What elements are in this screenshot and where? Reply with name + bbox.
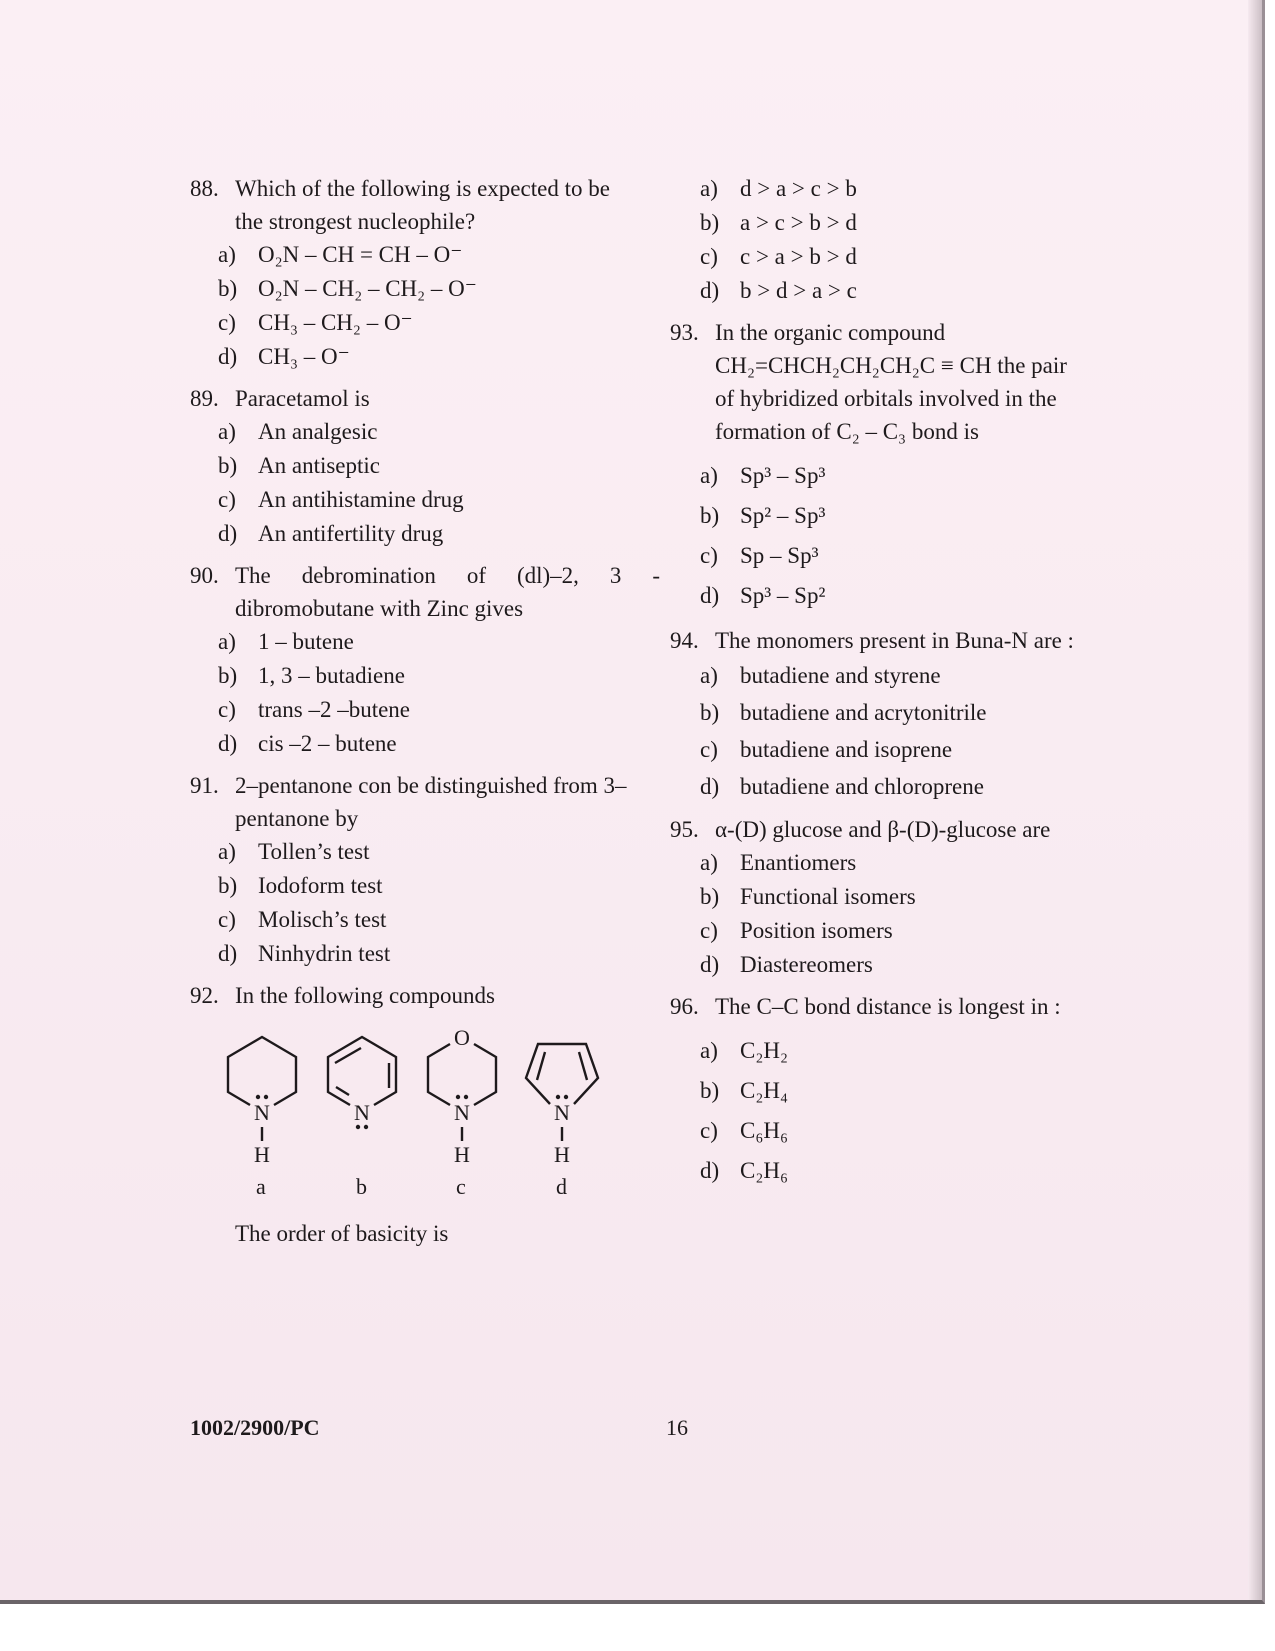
question-number: 96. bbox=[670, 994, 699, 1019]
option-a: a) butadiene and styrene bbox=[700, 663, 941, 688]
question-96 bbox=[670, 990, 1180, 1191]
structure-label-b: b bbox=[356, 1174, 367, 1199]
question-number: 88. bbox=[190, 176, 219, 201]
question-92 bbox=[190, 979, 660, 1250]
option-d: d) b > d > a > c bbox=[700, 278, 857, 303]
question-text: formation of C₂ – C₃ bond is bbox=[715, 419, 979, 444]
option-c: c) Sp – Sp³ bbox=[700, 543, 819, 568]
question-text: The order of basicity is bbox=[235, 1221, 449, 1246]
page-number: 16 bbox=[666, 1415, 688, 1440]
lone-pair-dot bbox=[456, 1095, 460, 1099]
lone-pair-dot bbox=[264, 1095, 268, 1099]
question-text: The monomers present in Buna-N are : bbox=[715, 628, 1074, 653]
atom-n-label: N bbox=[554, 1100, 570, 1125]
option-d: d) C₂H₆ bbox=[700, 1158, 788, 1183]
structure-label-d: d bbox=[556, 1174, 567, 1199]
option-d: d) butadiene and chloroprene bbox=[700, 774, 984, 799]
question-text: CH₂=CHCH₂CH₂CH₂C ≡ CH the pair bbox=[715, 353, 1067, 378]
option-b: b) C₂H₄ bbox=[700, 1078, 788, 1103]
option-c: c) c > a > b > d bbox=[700, 244, 857, 269]
question-91 bbox=[190, 769, 660, 971]
lone-pair-dot bbox=[364, 1125, 368, 1129]
question-89 bbox=[190, 382, 660, 551]
question-text: Which of the following is expected to be bbox=[235, 176, 610, 201]
lone-pair-dot bbox=[464, 1095, 468, 1099]
atom-n-label: N bbox=[354, 1100, 370, 1125]
option-c: c) Molisch’s test bbox=[218, 907, 387, 932]
option-d: d) CH₃ – O⁻ bbox=[218, 344, 350, 369]
question-number: 90. bbox=[190, 563, 219, 588]
option-b: b) An antiseptic bbox=[218, 453, 380, 478]
question-94 bbox=[670, 624, 1180, 805]
lone-pair-dot bbox=[556, 1095, 560, 1099]
structure-c-morpholine bbox=[428, 1028, 496, 1199]
option-c: c) C₆H₆ bbox=[700, 1118, 788, 1143]
question-number: 95. bbox=[670, 817, 699, 842]
question-95 bbox=[670, 813, 1180, 982]
question-90 bbox=[190, 559, 660, 761]
question-text: In the organic compound bbox=[715, 320, 946, 345]
structure-a-piperidine bbox=[228, 1037, 296, 1199]
option-d: d) Diastereomers bbox=[700, 952, 873, 977]
option-b: b) Functional isomers bbox=[700, 884, 916, 909]
option-a: a) 1 – butene bbox=[218, 629, 354, 654]
question-text: The C–C bond distance is longest in : bbox=[715, 994, 1061, 1019]
structure-label-c: c bbox=[456, 1174, 466, 1199]
option-b: b) a > c > b > d bbox=[700, 210, 857, 235]
left-column bbox=[190, 172, 660, 1258]
atom-n-label: N bbox=[254, 1100, 270, 1125]
option-d: d) Sp³ – Sp² bbox=[700, 583, 826, 608]
option-a: a) d > a > c > b bbox=[700, 176, 857, 201]
atom-h-label: H bbox=[554, 1142, 570, 1167]
option-a: a) Enantiomers bbox=[700, 850, 857, 875]
question-text: dibromobutane with Zinc gives bbox=[235, 596, 524, 621]
option-a: a) Sp³ – Sp³ bbox=[700, 463, 826, 488]
lone-pair-dot bbox=[256, 1095, 260, 1099]
option-d: d) Ninhydrin test bbox=[218, 941, 391, 966]
question-number: 91. bbox=[190, 773, 219, 798]
structure-diagram bbox=[190, 1028, 660, 1213]
option-d: d) An antifertility drug bbox=[218, 521, 444, 546]
option-b: b) butadiene and acrytonitrile bbox=[700, 700, 987, 725]
question-text: Paracetamol is bbox=[235, 386, 370, 411]
option-a: a) Tollen’s test bbox=[218, 839, 370, 864]
question-number: 89. bbox=[190, 386, 219, 411]
question-text: 2–pentanone con be distinguished from 3– bbox=[235, 773, 627, 798]
question-number: 92. bbox=[190, 983, 219, 1008]
question-text: of hybridized orbitals involved in the bbox=[715, 386, 1057, 411]
question-number: 93. bbox=[670, 320, 699, 345]
option-b: b) O₂N – CH₂ – CH₂ – O⁻ bbox=[218, 276, 477, 301]
paper-code: 1002/2900/PC bbox=[190, 1415, 320, 1440]
question-text: pentanone by bbox=[235, 806, 359, 831]
option-b: b) Sp² – Sp³ bbox=[700, 503, 826, 528]
option-a: a) O₂N – CH = CH – O⁻ bbox=[218, 242, 463, 267]
question-text: the strongest nucleophile? bbox=[235, 209, 476, 234]
option-c: c) trans –2 –butene bbox=[218, 697, 411, 722]
question-88 bbox=[190, 172, 660, 374]
option-d: d) cis –2 – butene bbox=[218, 731, 397, 756]
option-a: a) An analgesic bbox=[218, 419, 378, 444]
page-edge-shadow bbox=[1248, 0, 1262, 1600]
question-text: α-(D) glucose and β-(D)-glucose are bbox=[715, 817, 1051, 842]
question-text: In the following compounds bbox=[235, 983, 495, 1008]
option-c: c) An antihistamine drug bbox=[218, 487, 464, 512]
question-93 bbox=[670, 316, 1180, 616]
structure-d-pyrrole bbox=[526, 1044, 598, 1199]
atom-h-label: H bbox=[454, 1142, 470, 1167]
option-b: b) 1, 3 – butadiene bbox=[218, 663, 405, 688]
structure-b-pyridine bbox=[328, 1037, 396, 1199]
lone-pair-dot bbox=[564, 1095, 568, 1099]
atom-n-label: N bbox=[454, 1100, 470, 1125]
question-text: The debromination of (dl)–2, 3 - bbox=[235, 563, 660, 588]
question-92-options bbox=[700, 172, 1180, 308]
question-number: 94. bbox=[670, 628, 699, 653]
structure-label-a: a bbox=[256, 1174, 266, 1199]
right-column bbox=[670, 172, 1180, 1199]
option-c: c) butadiene and isoprene bbox=[700, 737, 953, 762]
option-c: c) Position isomers bbox=[700, 918, 893, 943]
option-b: b) Iodoform test bbox=[218, 873, 383, 898]
option-c: c) CH₃ – CH₂ – O⁻ bbox=[218, 310, 413, 335]
atom-h-label: H bbox=[254, 1142, 270, 1167]
option-a: a) C₂H₂ bbox=[700, 1038, 788, 1063]
atom-o-label: O bbox=[454, 1028, 470, 1050]
lone-pair-dot bbox=[356, 1125, 360, 1129]
chemical-structures bbox=[190, 1028, 660, 1213]
